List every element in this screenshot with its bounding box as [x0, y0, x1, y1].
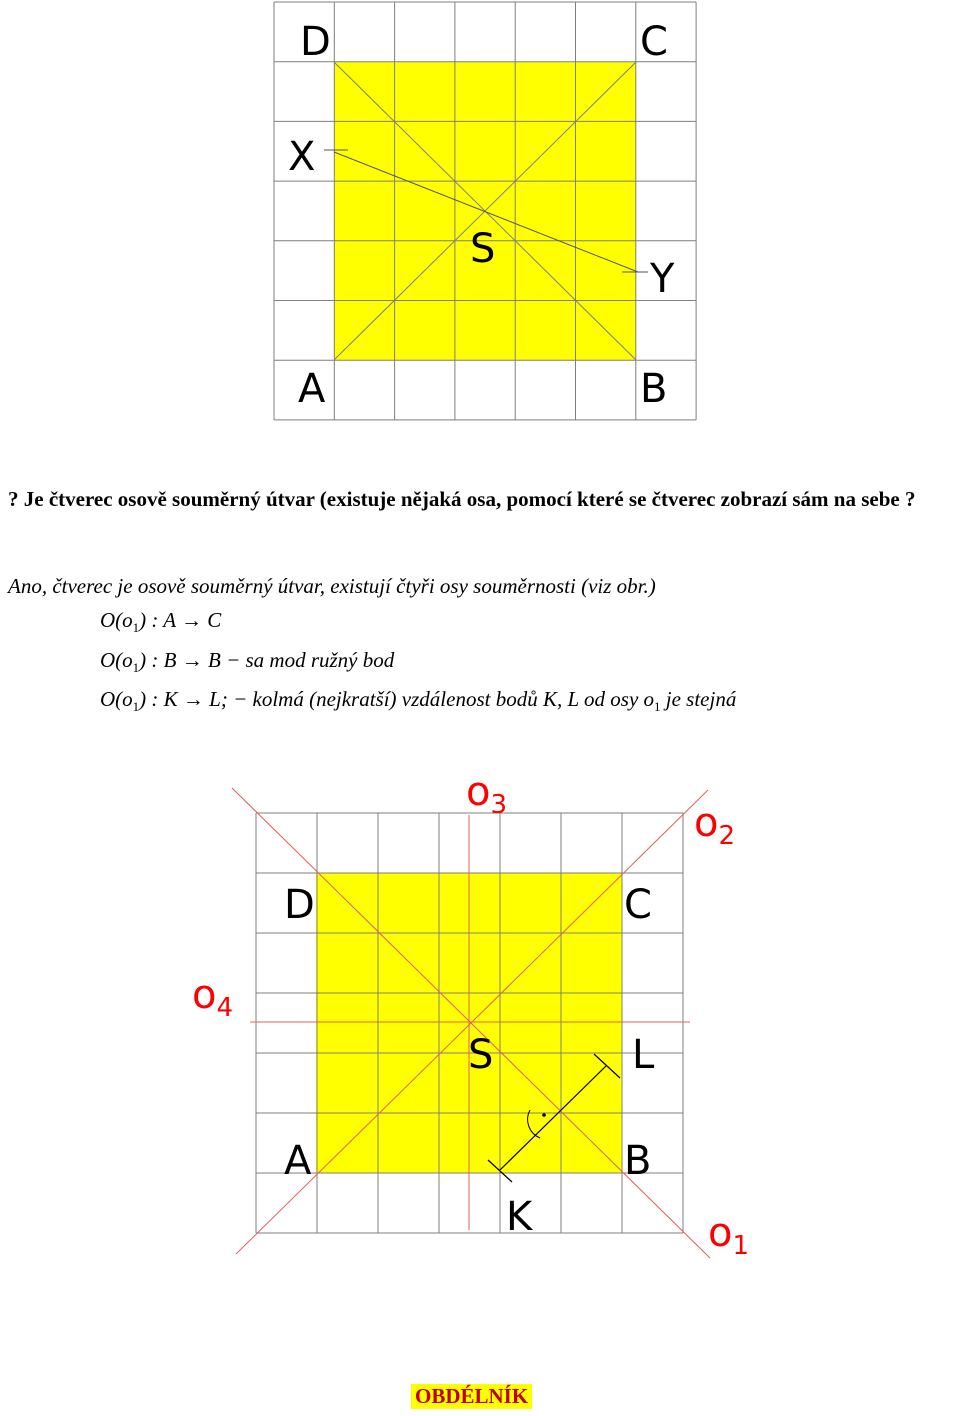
label-c: C	[640, 19, 668, 65]
axis-label-o2: $o_2$	[694, 800, 736, 851]
eq3-sub2: 1	[654, 699, 661, 715]
label-b: B	[624, 1138, 652, 1184]
label-k: K	[506, 1194, 533, 1240]
eq1-sub: 1	[132, 620, 140, 636]
equation-2	[100, 648, 394, 676]
label-b: B	[640, 366, 668, 412]
eq2-axis: o	[122, 648, 133, 672]
label-d: D	[300, 19, 331, 65]
eq1-rest: ) : A → C	[139, 608, 222, 632]
axis-label-o4: $o_4$	[192, 972, 234, 1023]
label-a: A	[298, 366, 326, 412]
eq2-sub: 1	[132, 660, 140, 676]
label-x: X	[288, 134, 316, 180]
answer-text: Ano, čtverec je osově souměrný útvar, existují čtyři osy souměrnosti (viz obr.)	[8, 574, 656, 598]
axis-label-o1: $o_1$	[708, 1210, 750, 1261]
eq3-rest2: je stejná	[660, 687, 737, 711]
eq2-rest: ) : B → B − sa mod ružný bod	[139, 648, 395, 672]
eq1-axis: o	[122, 608, 133, 632]
right-angle-dot	[542, 1113, 546, 1117]
label-c: C	[624, 882, 652, 928]
label-l: L	[632, 1032, 655, 1078]
eq2-o: O(	[100, 648, 123, 672]
eq1-o: O(	[100, 608, 123, 632]
eq3-o: O(	[100, 687, 123, 711]
figure-symmetry-axes	[0, 760, 960, 1280]
question-text: ? Je čtverec osově souměrný útvar (existuje nějaká osa, pomocí které se čtverec zobrazí sám na sebe ?	[8, 487, 916, 511]
label-a: A	[284, 1138, 312, 1184]
footer-label: OBDÉLNÍK	[411, 1384, 532, 1409]
label-s: S	[470, 226, 496, 272]
axis-label-o3: $o_3$	[466, 769, 508, 820]
eq3-rest: ) : K → L; − kolmá (nejkratší) vzdálenost bodů K, L od osy o	[139, 687, 655, 711]
equation-3	[100, 687, 736, 715]
eq3-sub: 1	[132, 699, 140, 715]
eq3-axis: o	[122, 687, 133, 711]
equation-1	[100, 608, 221, 636]
label-d: D	[284, 882, 315, 928]
figure-square-symmetry	[0, 0, 960, 430]
label-s: S	[468, 1032, 494, 1078]
label-y: Y	[650, 256, 675, 302]
